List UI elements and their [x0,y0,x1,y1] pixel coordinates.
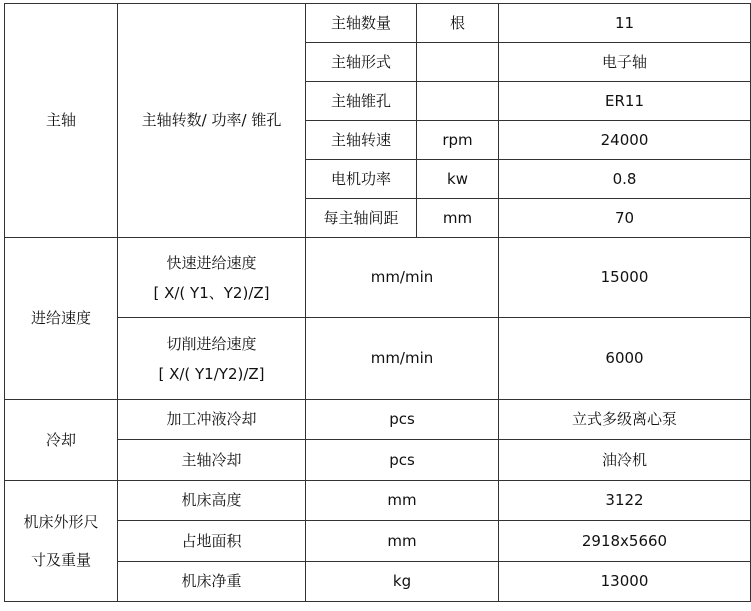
param-unit: mm [306,481,499,521]
table-row [5,481,751,521]
group-label-cooling: 冷却 [5,400,118,481]
param-unit [417,82,499,121]
param-value: 6000 [499,318,751,400]
param-value: 11 [499,4,751,43]
param-unit: 根 [417,4,499,43]
group-label-machine [5,481,118,602]
param-unit: kw [417,160,499,199]
group-label-spindle: 主轴 [5,4,118,238]
param-unit: mm [306,521,499,562]
param-name: 每主轴间距 [306,199,417,238]
param-unit: mm/min [306,318,499,400]
param-value: 电子轴 [499,43,751,82]
param-name-line2: [ X/( Y1/Y2)/Z] [158,364,265,383]
spec-table [4,3,751,602]
param-name: 机床高度 [118,481,306,521]
group-label-line1: 机床外形尺 [23,513,99,531]
param-value: 2918x5660 [499,521,751,562]
param-name: 主轴锥孔 [306,82,417,121]
table-row [5,238,751,318]
group-label-line2: 寸及重量 [30,551,91,569]
param-name-line1: 切削进给速度 [166,334,257,353]
param-unit: kg [306,562,499,602]
param-name-line1: 快速进给速度 [166,253,257,272]
param-name: 机床净重 [118,562,306,602]
param-name: 主轴冷却 [118,440,306,481]
param-name [118,318,306,400]
param-value: 24000 [499,121,751,160]
param-value: 70 [499,199,751,238]
param-value: 立式多级离心泵 [499,400,751,440]
param-name: 电机功率 [306,160,417,199]
subgroup-label-spindle: 主轴转数/ 功率/ 锥孔 [118,4,306,238]
param-unit: pcs [306,400,499,440]
param-unit: mm/min [306,238,499,318]
param-value: 0.8 [499,160,751,199]
param-name: 主轴转速 [306,121,417,160]
param-unit [417,43,499,82]
param-name [118,238,306,318]
param-name: 主轴形式 [306,43,417,82]
param-name: 加工冲液冷却 [118,400,306,440]
param-value: 13000 [499,562,751,602]
param-name: 主轴数量 [306,4,417,43]
param-name: 占地面积 [118,521,306,562]
table-row [5,400,751,440]
param-value: 油冷机 [499,440,751,481]
param-name-line2: [ X/( Y1、Y2)/Z] [153,283,270,302]
param-value: ER11 [499,82,751,121]
group-label-feed: 进给速度 [5,238,118,400]
param-unit: rpm [417,121,499,160]
param-unit: pcs [306,440,499,481]
table-row [5,4,751,43]
param-unit: mm [417,199,499,238]
param-value: 3122 [499,481,751,521]
param-value: 15000 [499,238,751,318]
